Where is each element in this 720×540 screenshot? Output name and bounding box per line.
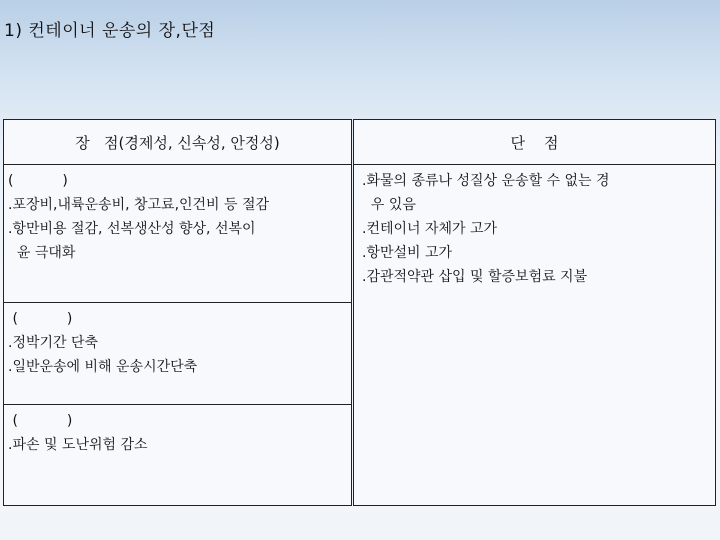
fill-in-blank: ( ) bbox=[8, 173, 68, 189]
advantage-item: .파손 및 도난위험 감소 bbox=[8, 437, 148, 453]
advantage-item: 윤 극대화 bbox=[8, 245, 76, 261]
disadvantage-item: .항만설비 고가 bbox=[362, 245, 453, 261]
disadvantage-item: .감관적약관 삽입 및 할증보험료 지불 bbox=[362, 269, 588, 285]
advantage-item: .항만비용 절감, 선복생산성 향상, 선복이 bbox=[8, 221, 256, 237]
disadvantage-item: .컨테이너 자체가 고가 bbox=[362, 221, 498, 237]
advantage-group-economy bbox=[4, 165, 351, 302]
advantages-column bbox=[3, 119, 352, 506]
advantage-item: .포장비,내륙운송비, 창고료,인건비 등 절감 bbox=[8, 197, 270, 213]
disadvantage-item: 우 있음 bbox=[362, 197, 416, 213]
fill-in-blank: ( ) bbox=[8, 413, 73, 429]
disadvantages-header: 단 점 bbox=[354, 120, 715, 165]
fill-in-blank: ( ) bbox=[8, 311, 73, 327]
advantage-group-safety bbox=[4, 404, 351, 505]
advantage-item: .정박기간 단축 bbox=[8, 335, 99, 351]
disadvantages-list bbox=[354, 165, 715, 505]
advantage-item: .일반운송에 비해 운송시간단축 bbox=[8, 359, 198, 375]
slide-title: 1) 컨테이너 운송의 장,단점 bbox=[4, 21, 216, 41]
advantage-group-speed bbox=[4, 302, 351, 404]
disadvantages-column bbox=[353, 119, 716, 506]
disadvantage-item: .화물의 종류나 성질상 운송할 수 없는 경 bbox=[362, 173, 610, 189]
advantages-header: 장 점(경제성, 신속성, 안정성) bbox=[4, 120, 351, 165]
